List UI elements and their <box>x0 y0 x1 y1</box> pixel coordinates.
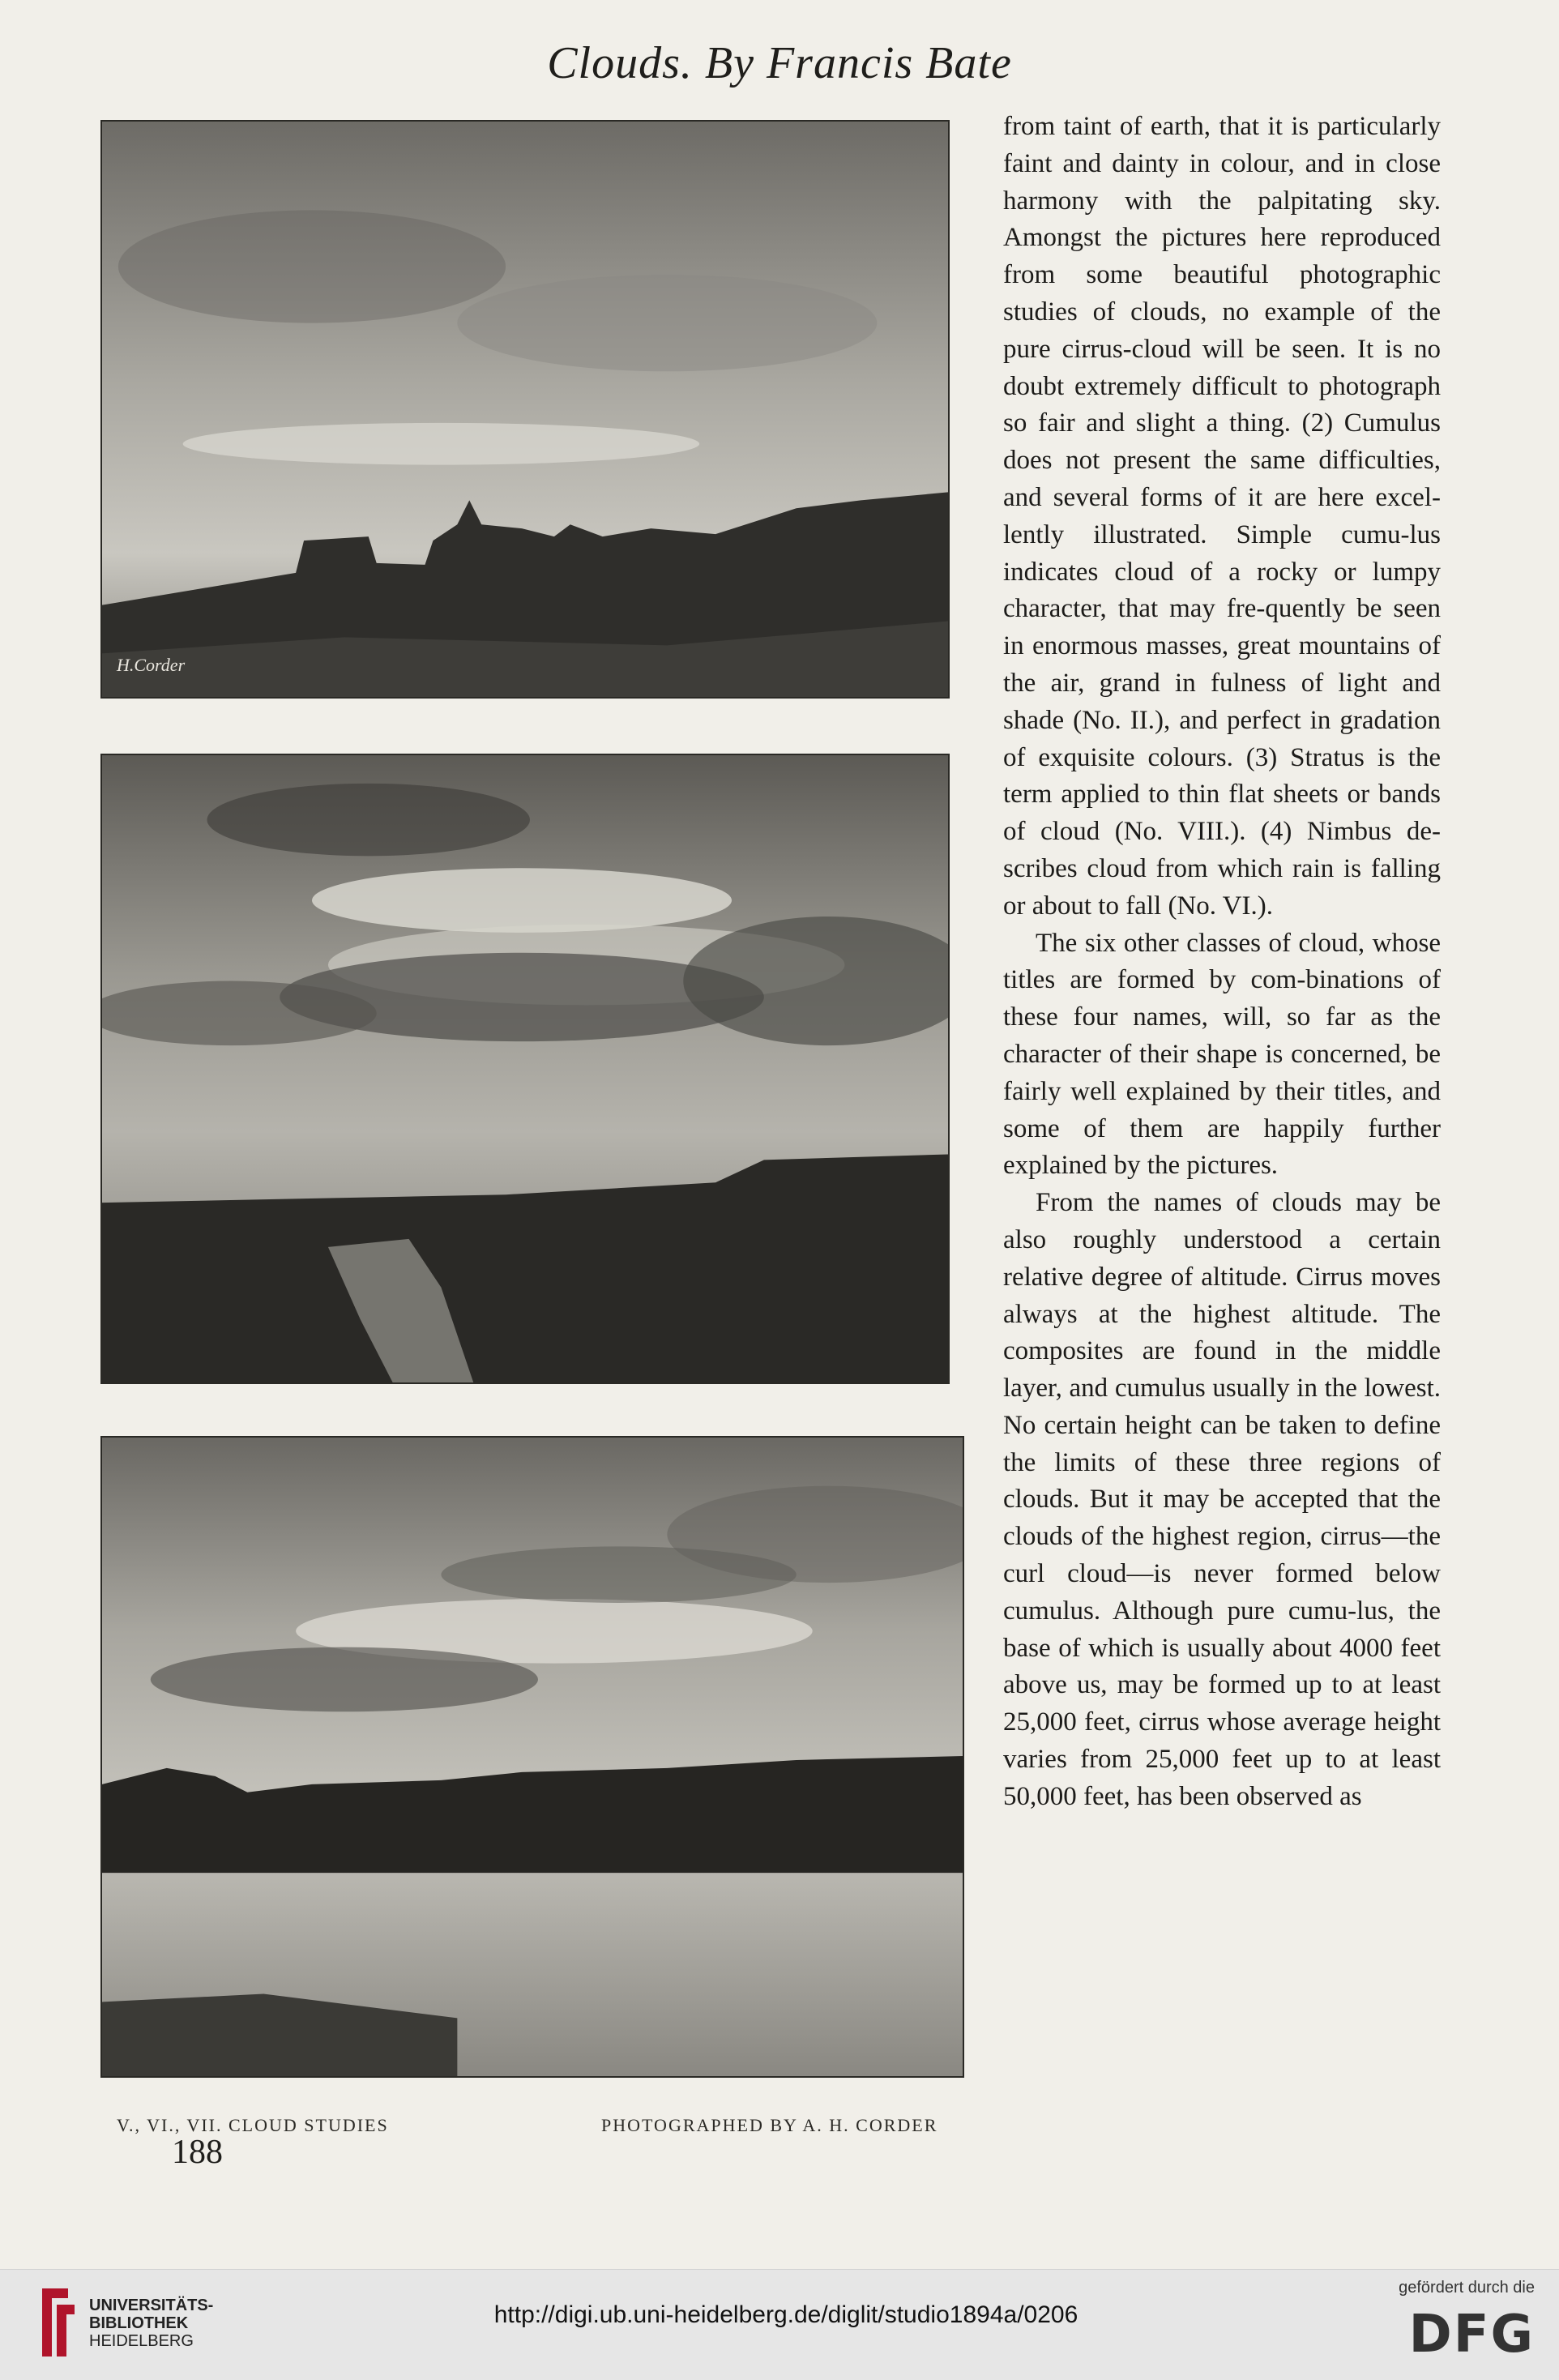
cloud-photo-vii <box>100 1436 964 2078</box>
cloud-photo-vi <box>100 754 950 1384</box>
page-number: 188 <box>172 2134 223 2171</box>
photographer-signature: H.Corder <box>117 655 186 675</box>
paragraph: From the names of clouds may be also roughly understood a certain relative degree of altitude. Cirrus moves always at the highest altitude. The composites are found in the middle layer, and cumulus usually in the lowest. No certain height can be taken to define the limits of these three regions of clouds. But it may be accepted that the clouds of the highest region, cirrus—the curl cloud—is never formed below cumulus. Although pure cumu-lus, the base of which is usually about 4000 feet above us, may be formed up to at least 25,000 feet, cirrus whose average height varies from 25,000 feet up to at least 50,000 feet, has been observed as <box>1003 1188 1441 1811</box>
figure-caption: V., VI., VII. CLOUD STUDIES <box>117 2115 389 2135</box>
paragraph: from taint of earth, that it is particularly faint and dainty in colour, and in close harmony with the palpitating sky. Amongst the pictures here reproduced from some beautiful photographic studies of clouds, no example of the pure cirrus-cloud will be seen. It is no doubt extremely difficult to photograph so fair and slight a thing. (2) Cumulus does not present the same difficulties, and several forms of it are here excel-lently illustrated. Simple cumu-lus indicates cloud of a rocky or lumpy character, that may fre-quently be seen in enormous masses, great mountains of the air, grand in fulness of light and shade (No. II.), and perfect in gradation of exquisite colours. (3) Stratus is the term applied to thin flat sheets or bands of cloud (No. VIII.). (4) Nimbus de-scribes cloud from which rain is falling or about to fall (No. VI.). <box>1003 112 1441 921</box>
body-text-column <box>1003 109 1441 1816</box>
library-logo-icon <box>36 2282 81 2363</box>
photo-credit: PHOTOGRAPHED BY A. H. CORDER <box>601 2115 938 2135</box>
source-url-link[interactable]: http://digi.ub.uni-heidelberg.de/diglit/studio1894a/0206 <box>493 2301 1078 2328</box>
page-title: Clouds. By Francis Bate <box>547 38 1012 88</box>
paragraph: The six other classes of cloud, whose titles are formed by com-binations of these four names, will, so far as the character of their shape is concerned, be fairly well explained by their titles, and some of them are happily further explained by the pictures. <box>1003 928 1441 1181</box>
funder-label: gefördert durch die <box>1399 2279 1535 2297</box>
library-name: UNIVERSITÄTS- BIBLIOTHEK HEIDELBERG <box>89 2297 214 2350</box>
cloud-photo-v <box>100 120 950 699</box>
dfg-logo: DFG <box>1408 2305 1535 2365</box>
